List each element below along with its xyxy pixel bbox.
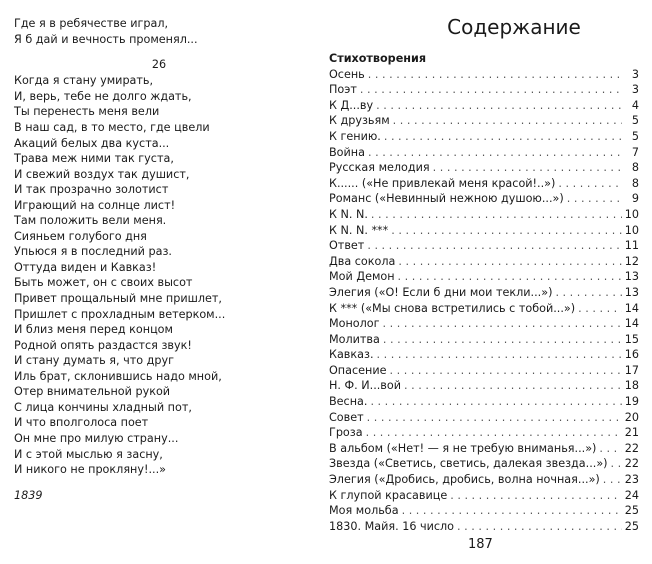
toc-entry[interactable] bbox=[329, 316, 639, 332]
toc-entry-page: 21 bbox=[624, 426, 639, 440]
toc-entry[interactable] bbox=[329, 472, 639, 488]
toc-entry-page: 3 bbox=[631, 83, 639, 97]
toc-entry[interactable] bbox=[329, 191, 639, 207]
toc-entry[interactable] bbox=[329, 269, 639, 285]
poem-line: Ты перенесть меня вели bbox=[14, 105, 160, 119]
page-number: 187 bbox=[468, 537, 493, 552]
toc-entry-title: Моя мольба bbox=[329, 504, 399, 518]
poem-line: Привет прощальный мне пришлет, bbox=[14, 292, 222, 306]
toc-entry[interactable] bbox=[329, 160, 639, 176]
left-page bbox=[14, 16, 304, 503]
toc-entry-title: Н. Ф. И...вой bbox=[329, 379, 402, 393]
poem-line: Там положить вели меня. bbox=[14, 214, 167, 228]
toc-entry-page: 4 bbox=[631, 98, 639, 112]
toc-entry[interactable] bbox=[329, 285, 639, 301]
poem-line: Отер внимательной рукой bbox=[14, 385, 171, 399]
toc-entry-page: 15 bbox=[624, 332, 639, 346]
toc-entry-page: 25 bbox=[624, 519, 639, 533]
toc-entry[interactable] bbox=[329, 394, 639, 410]
toc-entry-title: Элегия («О! Если б дни мои текли...») bbox=[329, 285, 553, 299]
toc-entry-title: Весна. bbox=[329, 395, 368, 409]
toc-leader-dots bbox=[360, 82, 622, 98]
toc-section-heading: Стихотворения bbox=[329, 52, 427, 65]
toc-entry[interactable] bbox=[329, 223, 639, 239]
toc-entry[interactable] bbox=[329, 456, 639, 472]
toc-leader-dots bbox=[558, 176, 622, 192]
poem-line: Где я в ребячестве играл, bbox=[14, 17, 169, 30]
toc-entry-page: 10 bbox=[624, 207, 639, 221]
toc-entry-page: 3 bbox=[631, 67, 639, 81]
toc-leader-dots bbox=[398, 254, 621, 270]
toc-leader-dots bbox=[383, 316, 622, 332]
toc-entry[interactable] bbox=[329, 347, 639, 363]
toc-entry-title: Опасение bbox=[329, 363, 387, 377]
toc-entry[interactable] bbox=[329, 145, 639, 161]
poem-line: И что вполголоса поет bbox=[14, 416, 149, 430]
poem-line: Он мне про милую страну... bbox=[14, 431, 179, 445]
toc-entry-page: 11 bbox=[624, 239, 639, 253]
poem-line: Я б дай и вечность променял... bbox=[14, 32, 198, 46]
toc-entry[interactable] bbox=[329, 488, 639, 504]
toc-entry-title: 1830. Майя. 16 число bbox=[329, 519, 455, 533]
toc-entry-title: Монолог bbox=[329, 317, 380, 331]
toc-leader-dots bbox=[402, 503, 622, 519]
toc-entry-title: К...... («Не привлекай меня красой!..») bbox=[329, 176, 556, 190]
toc-entry-page: 22 bbox=[624, 457, 639, 471]
poem-body bbox=[14, 73, 304, 477]
toc-leader-dots bbox=[457, 519, 622, 535]
toc-entry-title: Элегия («Дробись, дробись, волна ночная...») bbox=[329, 473, 600, 487]
toc-leader-dots bbox=[404, 378, 622, 394]
toc-entry[interactable] bbox=[329, 98, 639, 114]
toc-entry-title: Романс («Невинный нежною душою...») bbox=[329, 192, 564, 206]
toc-entry-title: К гению. bbox=[329, 129, 381, 143]
toc-leader-dots bbox=[368, 67, 622, 83]
toc-entry-page: 22 bbox=[624, 441, 639, 455]
right-page bbox=[329, 12, 639, 534]
poem-line: Трава меж ними так густа, bbox=[14, 152, 174, 166]
toc-leader-dots bbox=[376, 98, 622, 114]
poem-line: Когда я стану умирать, bbox=[14, 74, 154, 88]
toc-entry-title: Совет bbox=[329, 410, 364, 424]
poem-line: И свежий воздух так душист, bbox=[14, 167, 190, 181]
toc-list bbox=[329, 67, 639, 535]
toc-entry-page: 14 bbox=[624, 301, 639, 315]
toc-entry[interactable] bbox=[329, 410, 639, 426]
toc-leader-dots bbox=[603, 472, 622, 488]
toc-entry[interactable] bbox=[329, 207, 639, 223]
toc-leader-dots bbox=[611, 456, 622, 472]
poem-line: Родной опять раздастся звук! bbox=[14, 338, 192, 352]
toc-leader-dots bbox=[599, 441, 621, 457]
toc-entry-page: 16 bbox=[624, 348, 639, 362]
toc-entry-page: 9 bbox=[631, 192, 639, 206]
toc-entry-title: К глупой красавице bbox=[329, 488, 448, 502]
toc-entry-page: 24 bbox=[624, 488, 639, 502]
poem-line: И стану думать я, что друг bbox=[14, 354, 174, 368]
toc-leader-dots bbox=[377, 347, 622, 363]
toc-entry-page: 20 bbox=[624, 410, 639, 424]
poem-line: С лица кончины хладный пот, bbox=[14, 400, 192, 414]
toc-entry-title: В альбом («Нет! — я не требую вниманья...») bbox=[329, 441, 597, 455]
toc-leader-dots bbox=[555, 285, 621, 301]
poem-line: Иль брат, склонившись надо мной, bbox=[14, 369, 222, 383]
poem-line: Сияньем голубого дня bbox=[14, 229, 147, 243]
toc-leader-dots bbox=[384, 129, 622, 145]
toc-entry[interactable] bbox=[329, 129, 639, 145]
poem-line: Упьюся я в последний раз. bbox=[14, 245, 172, 259]
toc-entry[interactable] bbox=[329, 363, 639, 379]
poem-date: 1839 bbox=[14, 488, 43, 502]
toc-entry-title: Ответ bbox=[329, 239, 365, 253]
toc-entry-title: Два сокола bbox=[329, 254, 396, 268]
poem-line: Играющий на солнце лист! bbox=[14, 198, 176, 212]
toc-entry-title: К N. N. *** bbox=[329, 223, 389, 237]
toc-entry[interactable] bbox=[329, 82, 639, 98]
toc-entry-page: 13 bbox=[624, 270, 639, 284]
toc-entry[interactable] bbox=[329, 519, 639, 535]
toc-leader-dots bbox=[366, 425, 622, 441]
toc-leader-dots bbox=[368, 145, 622, 161]
toc-entry-title: К N. N. bbox=[329, 207, 368, 221]
toc-entry[interactable] bbox=[329, 425, 639, 441]
toc-entry-title: Молитва bbox=[329, 332, 380, 346]
poem-line: И никого не прокляну!...» bbox=[14, 463, 166, 477]
preceding-stanza bbox=[14, 16, 304, 47]
toc-entry-page: 12 bbox=[624, 254, 639, 268]
toc-entry[interactable] bbox=[329, 113, 639, 129]
toc-leader-dots bbox=[389, 363, 621, 379]
toc-entry[interactable] bbox=[329, 503, 639, 519]
toc-leader-dots bbox=[398, 269, 622, 285]
toc-leader-dots bbox=[371, 207, 622, 223]
toc-leader-dots bbox=[450, 488, 622, 504]
toc-entry[interactable] bbox=[329, 254, 639, 270]
poem-line: И с этой мыслью я засну, bbox=[14, 447, 163, 461]
toc-entry[interactable] bbox=[329, 176, 639, 192]
poem-line: И так прозрачно золотист bbox=[14, 183, 169, 197]
poem-line: В наш сад, в то место, где цвели bbox=[14, 121, 210, 135]
toc-entry[interactable] bbox=[329, 301, 639, 317]
toc-leader-dots bbox=[578, 301, 622, 317]
toc-entry[interactable] bbox=[329, 238, 639, 254]
toc-entry[interactable] bbox=[329, 67, 639, 83]
toc-entry-page: 7 bbox=[631, 145, 639, 159]
toc-entry-page: 8 bbox=[631, 161, 639, 175]
toc-leader-dots bbox=[367, 238, 621, 254]
toc-entry-title: Осень bbox=[329, 67, 365, 81]
poem-line: Акаций белых два куста... bbox=[14, 136, 170, 150]
toc-entry-page: 8 bbox=[631, 176, 639, 190]
toc-entry-title: Поэт bbox=[329, 83, 357, 97]
toc-entry-title: К *** («Мы снова встретились с тобой...») bbox=[329, 301, 576, 315]
toc-leader-dots bbox=[367, 410, 622, 426]
toc-entry-title: Кавказ. bbox=[329, 348, 374, 362]
poem-line: Оттуда виден и Кавказ! bbox=[14, 260, 157, 274]
toc-entry[interactable] bbox=[329, 441, 639, 457]
toc-entry-title: К друзьям bbox=[329, 114, 390, 128]
toc-entry[interactable] bbox=[329, 332, 639, 348]
toc-entry-page: 13 bbox=[624, 285, 639, 299]
toc-entry-page: 25 bbox=[624, 504, 639, 518]
poem-line: И близ меня перед концом bbox=[14, 323, 173, 337]
toc-entry-page: 18 bbox=[624, 379, 639, 393]
toc-entry-page: 5 bbox=[631, 114, 639, 128]
toc-entry-page: 14 bbox=[624, 317, 639, 331]
toc-leader-dots bbox=[433, 160, 622, 176]
toc-entry-title: Война bbox=[329, 145, 365, 159]
toc-leader-dots bbox=[567, 191, 622, 207]
toc-leader-dots bbox=[391, 223, 622, 239]
toc-entry-page: 17 bbox=[624, 363, 639, 377]
toc-entry-title: Гроза bbox=[329, 426, 363, 440]
toc-leader-dots bbox=[383, 332, 622, 348]
toc-entry-title: Звезда («Светись, светись, далекая звезда...») bbox=[329, 457, 608, 471]
toc-entry-title: Мой Демон bbox=[329, 270, 395, 284]
toc-entry-page: 23 bbox=[624, 473, 639, 487]
toc-entry-page: 5 bbox=[631, 129, 639, 143]
toc-entry-title: Русская мелодия bbox=[329, 161, 430, 175]
poem-line: И, верь, тебе не долго ждать, bbox=[14, 89, 192, 103]
poem-line: Быть может, он с своих высот bbox=[14, 276, 193, 290]
toc-entry-title: К Д...ву bbox=[329, 98, 374, 112]
toc-leader-dots bbox=[370, 394, 621, 410]
toc-title: Содержание bbox=[447, 15, 581, 39]
poem-line: Пришлет с прохладным ветерком... bbox=[14, 307, 226, 321]
toc-entry-page: 19 bbox=[624, 395, 639, 409]
toc-entry-page: 10 bbox=[624, 223, 639, 237]
poem-number: 26 bbox=[151, 58, 167, 72]
toc-leader-dots bbox=[393, 113, 622, 129]
toc-entry[interactable] bbox=[329, 378, 639, 394]
